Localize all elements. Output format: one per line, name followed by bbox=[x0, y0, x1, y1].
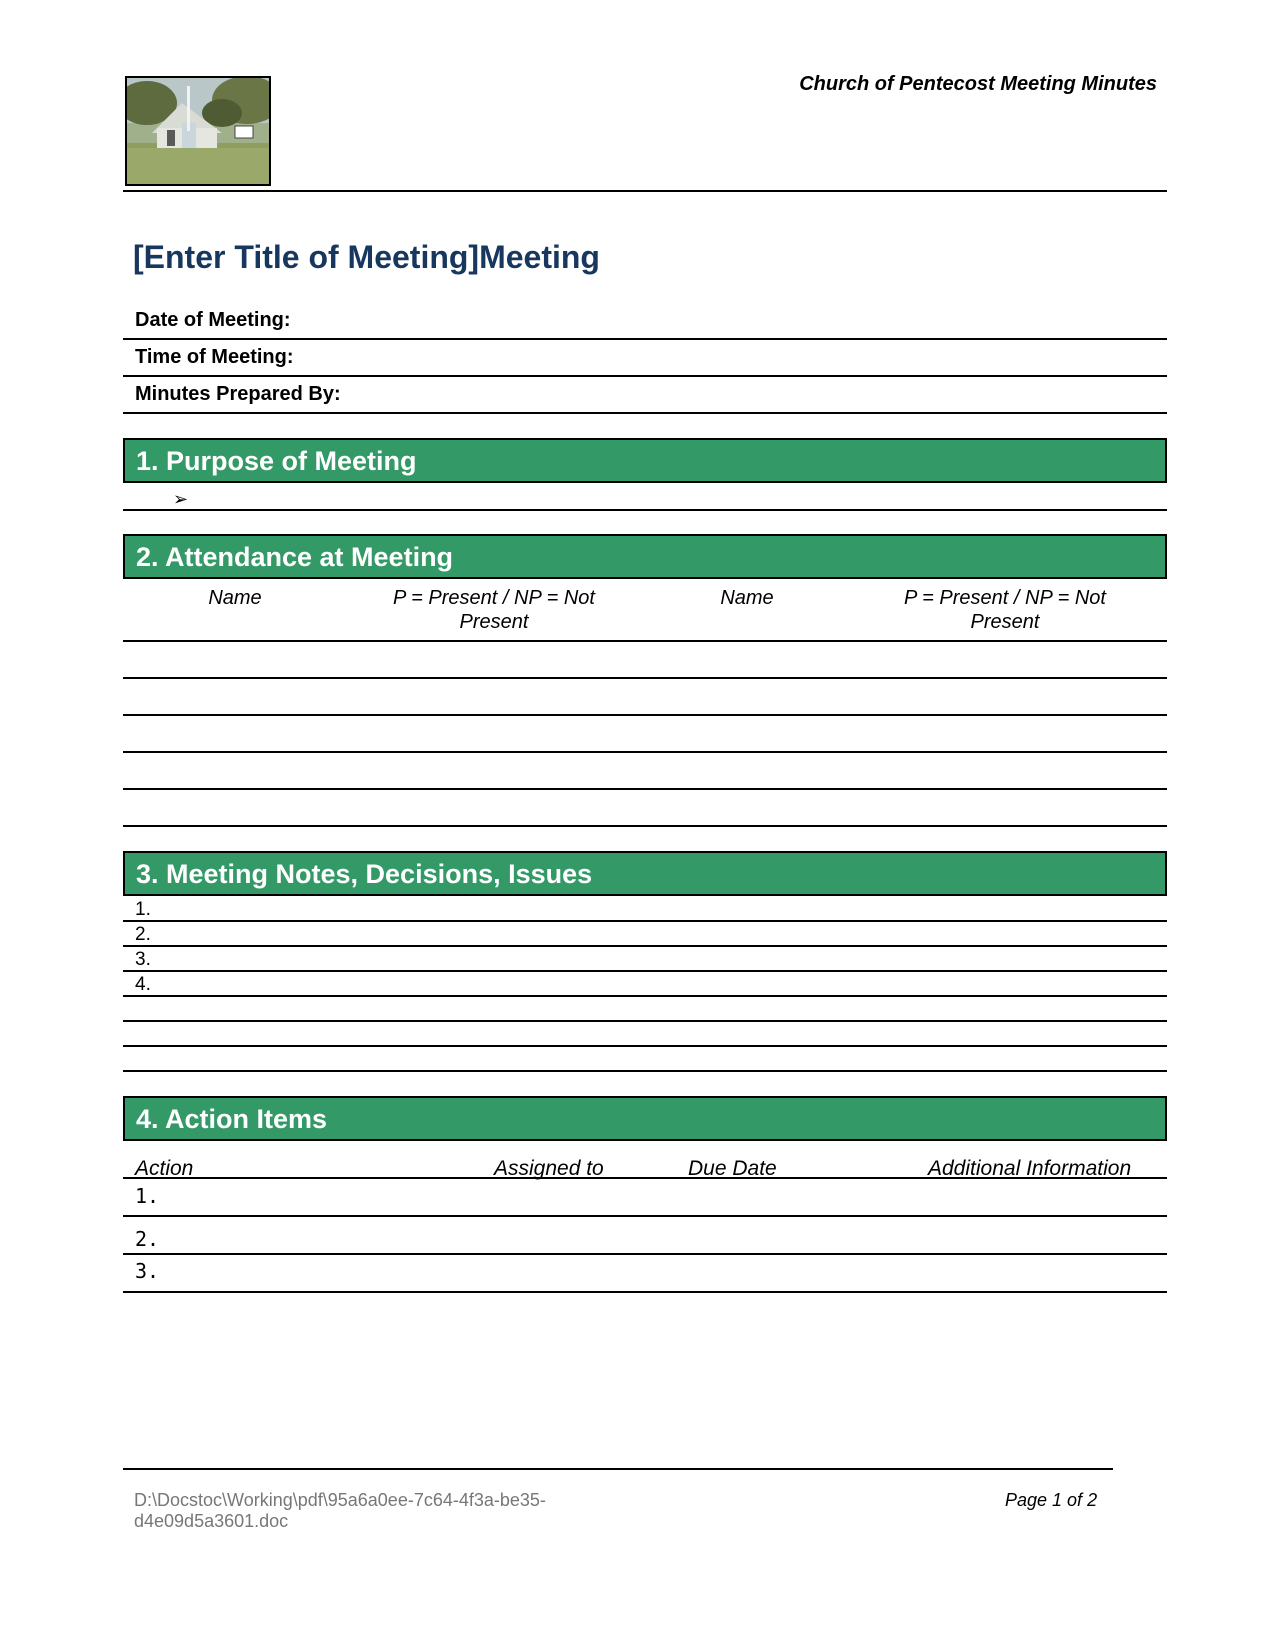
attendance-row-line[interactable] bbox=[123, 825, 1167, 827]
attendance-row-line[interactable] bbox=[123, 714, 1167, 716]
minutes-prepared-by-label: Minutes Prepared By: bbox=[135, 383, 341, 405]
actions-col-action: Action bbox=[135, 1157, 194, 1180]
time-of-meeting-label: Time of Meeting: bbox=[135, 346, 294, 368]
attendance-col-name-1: Name bbox=[208, 587, 262, 609]
note-line[interactable] bbox=[123, 945, 1167, 947]
header-divider bbox=[123, 190, 1167, 192]
actions-col-additional-info: Additional Information bbox=[928, 1157, 1132, 1180]
notes-section-header bbox=[123, 851, 1167, 896]
action-item-number: 3. bbox=[135, 1259, 160, 1283]
attendance-row-line[interactable] bbox=[123, 788, 1167, 790]
action-row-line[interactable] bbox=[123, 1253, 1167, 1255]
notes-section-title: 3. Meeting Notes, Decisions, Issues bbox=[136, 859, 593, 889]
note-line[interactable] bbox=[123, 995, 1167, 997]
header-title: Church of Pentecost Meeting Minutes bbox=[799, 73, 1157, 95]
footer-page-number: Page 1 of 2 bbox=[1005, 1490, 1098, 1510]
note-item-number: 4. bbox=[135, 974, 151, 995]
attendance-col-status-1: P = Present / NP = Not Present bbox=[393, 587, 595, 633]
note-line[interactable] bbox=[123, 970, 1167, 972]
time-of-meeting-line[interactable] bbox=[123, 375, 1167, 377]
purpose-line[interactable] bbox=[123, 509, 1167, 511]
minutes-prepared-by-line[interactable] bbox=[123, 412, 1167, 414]
date-of-meeting-line[interactable] bbox=[123, 338, 1167, 340]
actions-col-assigned-to: Assigned to bbox=[494, 1157, 604, 1180]
actions-col-due-date: Due Date bbox=[688, 1157, 777, 1180]
footer-file-path: D:\Docstoc\Working\pdf\95a6a0ee-7c64-4f3a-be35-d4e09d5a3601.doc bbox=[134, 1490, 546, 1531]
actions-header-line bbox=[123, 1177, 1167, 1179]
attendance-row-line[interactable] bbox=[123, 677, 1167, 679]
actions-section-header bbox=[123, 1096, 1167, 1141]
church-logo-image bbox=[125, 76, 271, 186]
note-item-number: 2. bbox=[135, 924, 151, 945]
actions-section-title: 4. Action Items bbox=[136, 1104, 328, 1134]
page-title: [Enter Title of Meeting]Meeting bbox=[133, 239, 600, 275]
attendance-col-status-2: P = Present / NP = Not Present bbox=[904, 587, 1106, 633]
arrow-bullet-icon: ➢ bbox=[173, 489, 189, 509]
attendance-section-header bbox=[123, 534, 1167, 579]
footer-divider bbox=[123, 1468, 1113, 1470]
date-of-meeting-label: Date of Meeting: bbox=[135, 309, 291, 331]
note-line[interactable] bbox=[123, 1070, 1167, 1072]
note-line[interactable] bbox=[123, 1020, 1167, 1022]
note-item-number: 1. bbox=[135, 899, 151, 920]
action-row-line[interactable] bbox=[123, 1215, 1167, 1217]
action-row-line[interactable] bbox=[123, 1291, 1167, 1293]
action-item-number: 1. bbox=[135, 1184, 160, 1208]
note-line[interactable] bbox=[123, 1045, 1167, 1047]
note-item-number: 3. bbox=[135, 949, 151, 970]
attendance-header-line bbox=[123, 640, 1167, 642]
attendance-section-title: 2. Attendance at Meeting bbox=[136, 542, 454, 572]
attendance-row-line[interactable] bbox=[123, 751, 1167, 753]
action-item-number: 2. bbox=[135, 1227, 160, 1251]
purpose-section-title: 1. Purpose of Meeting bbox=[136, 446, 417, 476]
purpose-section-header bbox=[123, 438, 1167, 483]
note-line[interactable] bbox=[123, 920, 1167, 922]
attendance-col-name-2: Name bbox=[720, 587, 774, 609]
